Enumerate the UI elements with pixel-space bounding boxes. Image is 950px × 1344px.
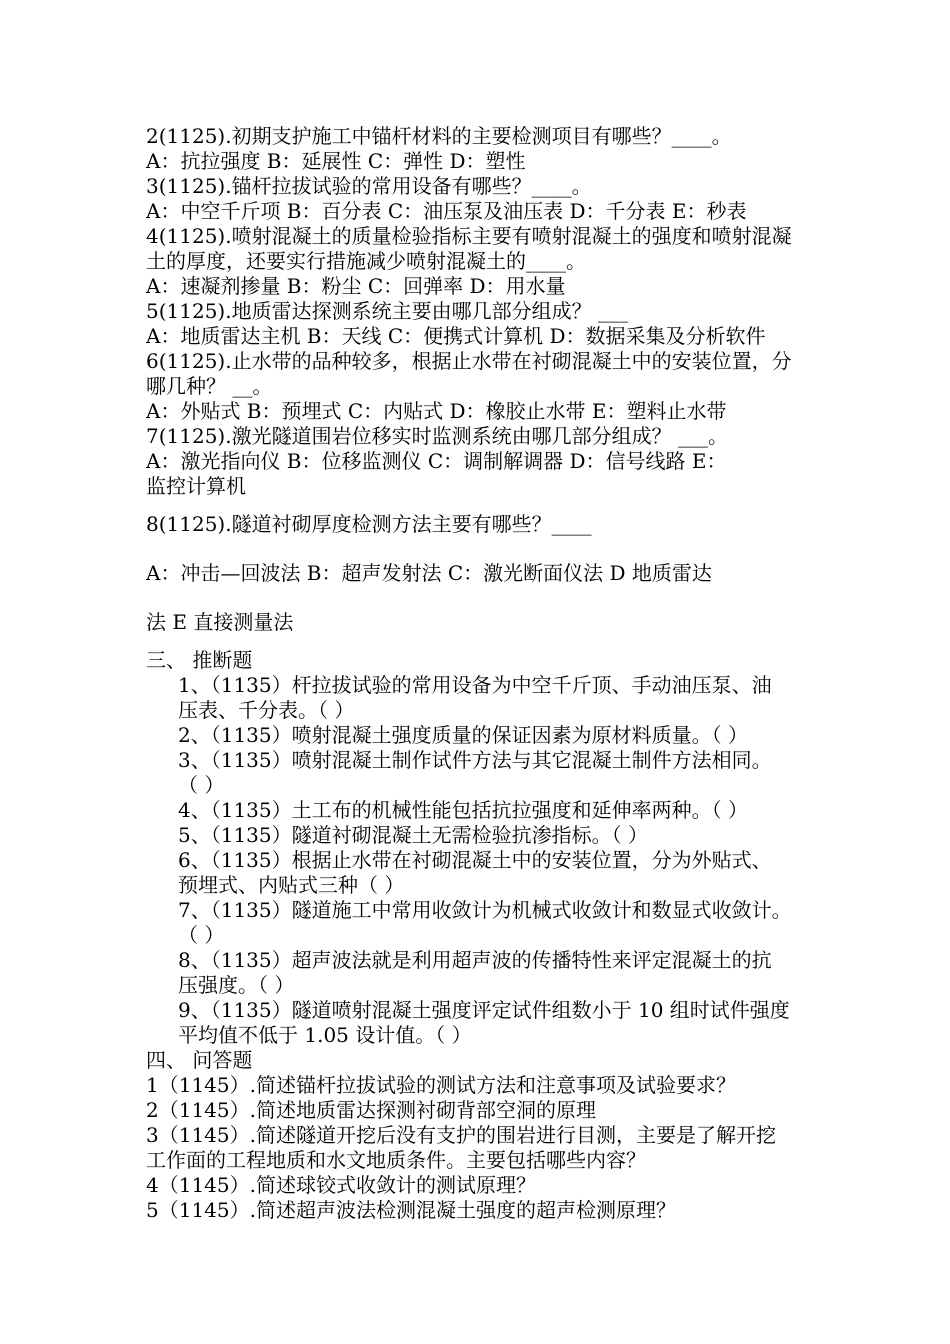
judgement-item: 8、（1135）超声波法就是利用超声波的传播特性来评定混凝土的抗 <box>178 948 772 972</box>
section-heading: 四、 问答题 <box>146 1048 253 1072</box>
question-line: 3(1125).锚杆拉拔试验的常用设备有哪些？____。 <box>146 174 592 198</box>
question-line: 5(1125).地质雷达探测系统主要由哪几部分组成？ ___ <box>146 299 628 323</box>
judgement-item: （ ） <box>178 923 225 947</box>
judgement-item: 压表、千分表。（ ） <box>178 698 355 722</box>
question-line: 2(1125).初期支护施工中锚杆材料的主要检测项目有哪些？____。 <box>146 124 732 148</box>
judgement-item: 4、（1135）土工布的机械性能包括抗拉强度和延伸率两种。（ ） <box>178 798 748 822</box>
options-line: A：激光指向仪 B：位移监测仪 C：调制解调器 D：信号线路 E： <box>146 449 727 473</box>
judgement-item: 压强度。（ ） <box>178 973 295 997</box>
judgement-item: 预埋式、内贴式三种（ ） <box>178 873 405 897</box>
judgement-item: 6、（1135）根据止水带在衬砌混凝土中的安装位置，分为外贴式、 <box>178 848 772 872</box>
judgement-item: （ ） <box>178 773 225 797</box>
judgement-item: 7、（1135）隧道施工中常用收敛计为机械式收敛计和数显式收敛计。 <box>178 898 792 922</box>
essay-question: 3（1145）.简述隧道开挖后没有支护的围岩进行目测，主要是了解开挖 <box>146 1123 776 1147</box>
options-line: A：地质雷达主机 B：天线 C：便携式计算机 D：数据采集及分析软件 <box>146 324 766 348</box>
judgement-item: 平均值不低于 1.05 设计值。（ ） <box>178 1023 472 1047</box>
question-line: 6(1125).止水带的品种较多，根据止水带在衬砌混凝土中的安装位置，分 <box>146 349 792 373</box>
question-line: 哪几种？ __。 <box>146 374 273 398</box>
question-8: 8(1125).隧道衬砌厚度检测方法主要有哪些？____ <box>146 512 592 536</box>
question-8-options: 法 E 直接测量法 <box>146 610 294 634</box>
judgement-item: 2、（1135）喷射混凝土强度质量的保证因素为原材料质量。（ ） <box>178 723 748 747</box>
question-8-options: A：冲击—回波法 B：超声发射法 C：激光断面仪法 D 地质雷达 <box>146 561 712 585</box>
section-heading: 三、 推断题 <box>146 648 253 672</box>
essay-question: 工作面的工程地质和水文地质条件。主要包括哪些内容？ <box>146 1148 646 1172</box>
essay-question: 5（1145）.简述超声波法检测混凝土强度的超声检测原理？ <box>146 1198 676 1222</box>
judgement-item: 9、（1135）隧道喷射混凝土强度评定试件组数小于 10 组时试件强度 <box>178 998 790 1022</box>
essay-question: 4（1145）.简述球铰式收敛计的测试原理？ <box>146 1173 536 1197</box>
options-line: 监控计算机 <box>146 474 246 498</box>
essay-question: 1（1145）.简述锚杆拉拔试验的测试方法和注意事项及试验要求？ <box>146 1073 736 1097</box>
question-line: 土的厚度，还要实行措施减少喷射混凝土的____。 <box>146 249 586 273</box>
question-line: 4(1125).喷射混凝土的质量检验指标主要有喷射混凝土的强度和喷射混凝 <box>146 224 792 248</box>
options-line: A：外贴式 B：预埋式 C：内贴式 D：橡胶止水带 E：塑料止水带 <box>146 399 727 423</box>
options-line: A：中空千斤项 B：百分表 C：油压泵及油压表 D：千分表 E：秒表 <box>146 199 747 223</box>
options-line: A：抗拉强度 B：延展性 C：弹性 D：塑性 <box>146 149 526 173</box>
essay-question: 2（1145）.简述地质雷达探测衬砌背部空洞的原理 <box>146 1098 596 1122</box>
judgement-item: 3、（1135）喷射混凝土制作试件方法与其它混凝土制件方法相同。 <box>178 748 772 772</box>
question-line: 7(1125).激光隧道围岩位移实时监测系统由哪几部分组成？ ___。 <box>146 424 728 448</box>
judgement-item: 5、（1135）隧道衬砌混凝土无需检验抗渗指标。（ ） <box>178 823 648 847</box>
options-line: A：速凝剂掺量 B：粉尘 C：回弹率 D：用水量 <box>146 274 566 298</box>
judgement-item: 1、（1135）杆拉拔试验的常用设备为中空千斤顶、手动油压泵、油 <box>178 673 772 697</box>
